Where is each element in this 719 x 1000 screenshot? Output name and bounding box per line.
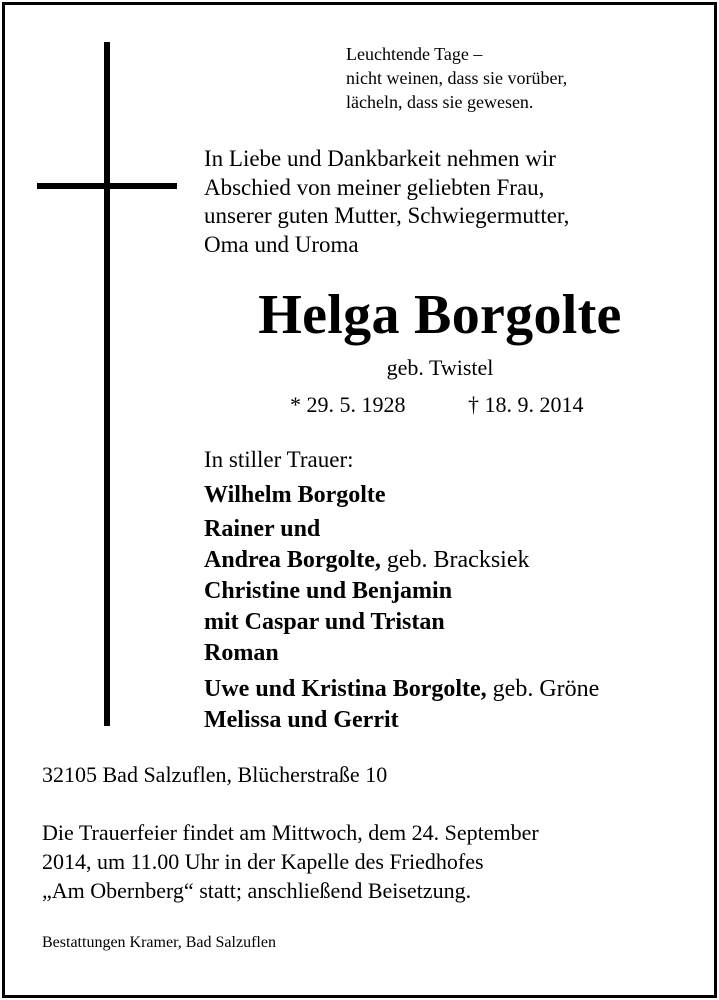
intro-line: In Liebe und Dankbarkeit nehmen wir	[204, 146, 556, 171]
motto-verse	[346, 42, 567, 114]
mourner-name: Roman	[204, 640, 279, 666]
motto-line: nicht weinen, dass sie vorüber,	[346, 68, 568, 88]
mourner-line	[204, 674, 599, 705]
cross-icon	[104, 42, 110, 726]
motto-line: Leuchtende Tage –	[346, 44, 483, 64]
mourner-group	[204, 674, 599, 736]
intro-line: unserer guten Mutter, Schwiegermutter,	[204, 203, 570, 228]
mourner-name: Andrea Borgolte,	[204, 547, 381, 573]
mourner-birth-name: geb. Bracksiek	[380, 547, 530, 573]
mourner-name: Melissa und Gerrit	[204, 707, 399, 733]
deceased-name: Helga Borgolte	[258, 284, 622, 346]
intro-line: Abschied von meiner geliebten Frau,	[204, 174, 545, 200]
death-date: † 18. 9. 2014	[468, 392, 584, 417]
mourner-name: Uwe und Kristina Borgolte,	[204, 676, 487, 702]
address: 32105 Bad Salzuflen, Blücherstraße 10	[42, 762, 388, 787]
undertaker: Bestattungen Kramer, Bad Salzuflen	[42, 934, 276, 951]
mourner-group	[204, 514, 530, 669]
birth-date: * 29. 5. 1928	[290, 392, 406, 417]
cross-icon-bar	[37, 183, 177, 189]
mourner-birth-name: geb. Gröne	[486, 676, 600, 702]
ceremony-line: Die Trauerfeier findet am Mittwoch, dem 24. September	[42, 820, 539, 845]
mourner-name: Rainer und	[204, 516, 321, 542]
ceremony-line: 2014, um 11.00 Uhr in der Kapelle des Friedhofes	[42, 849, 484, 874]
ceremony-line: „Am Obernberg“ statt; anschließend Beisetzung.	[42, 878, 472, 903]
ceremony-info	[42, 818, 539, 905]
intro-line: Oma und Uroma	[204, 231, 359, 257]
mourner-name: mit Caspar und Tristan	[204, 609, 445, 635]
motto-line: lächeln, dass sie gewesen.	[346, 92, 534, 112]
birth-name: geb. Twistel	[386, 355, 494, 380]
intro-text	[204, 145, 569, 259]
mourner-name: Wilhelm Borgolte	[204, 482, 386, 508]
mourner-name: Christine und Benjamin	[204, 578, 453, 604]
mourner-line	[204, 545, 530, 576]
mourners-label: In stiller Trauer:	[204, 447, 354, 472]
